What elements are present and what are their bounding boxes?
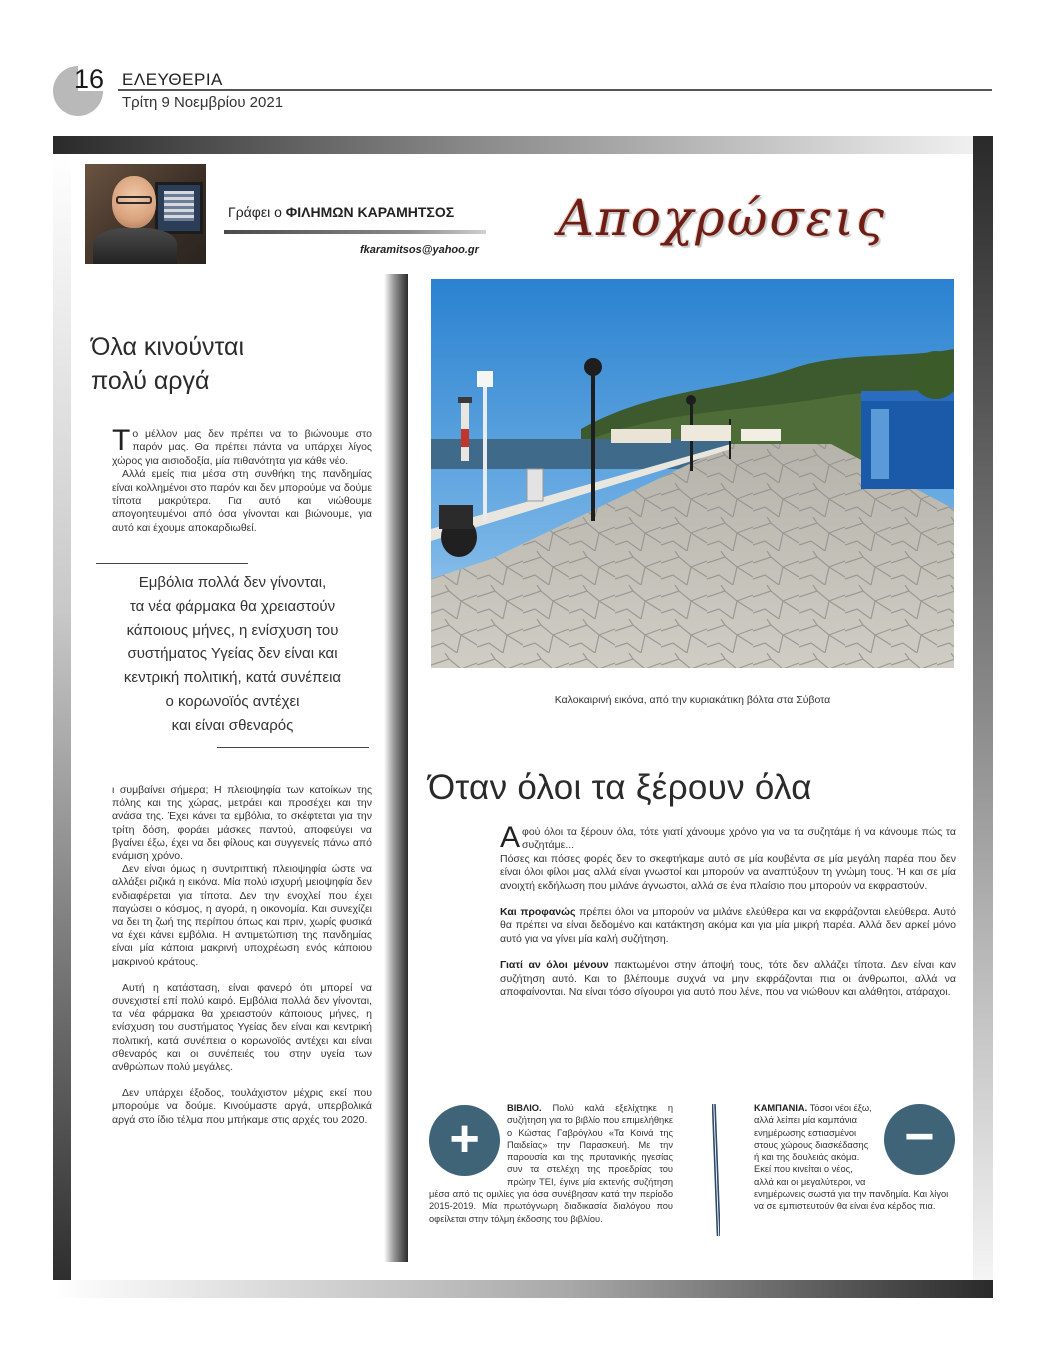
photo-body-shape: [93, 228, 177, 264]
right-paragraph-1: [500, 821, 956, 854]
photo-glasses-shape: [116, 196, 152, 204]
column-divider: [384, 274, 408, 1262]
left-headline-line-1: Όλα κινούνται: [91, 333, 245, 361]
harbor-photo: [431, 279, 954, 668]
author-name: ΦΙΛΗΜΩΝ ΚΑΡΑΜΗΤΣΟΣ: [285, 204, 455, 220]
right-article-headline: Όταν όλοι τα ξέρουν όλα: [428, 768, 812, 807]
right-text-1: φού όλοι τα ξέρουν όλα, τότε γιατί χάνουμε χρόνο για να τα συζητάμε ή να κάνουμε πώς τα συζητάμε...: [522, 826, 956, 852]
plus-box-label: ΒΙΒΛΙΟ.: [507, 1103, 542, 1113]
body-paragraph-4: Δεν υπάρχει έξοδος, τουλάχιστον μέχρις εκεί που μπορούμε να δούμε. Κινούμαστε αργά, υπερβολικά αργά στο ίδιο τέλμα που μπήκαμε στις αρχές του 2020.: [112, 1087, 372, 1126]
right-paragraph-3: [500, 959, 956, 999]
pullquote: [96, 571, 369, 738]
issue-date: Τρίτη 9 Νοεμβρίου 2021: [122, 94, 284, 111]
pullquote-rule-top: [96, 563, 248, 564]
right-paragraph-3-lead: Γιατί αν όλοι μένουν: [500, 959, 609, 972]
body-paragraph-3: Αυτή η κατάσταση, είναι φανερό ότι μπορεί να συνεχιστεί επί πολύ καιρό. Εμβόλια πολλά δεν γίνονται, τα νέα φάρμακα θα χρειαστούν κάποιους μήνες, η ενίσχυση του συστήματος Υγείας δεν είναι και κεντρική πολιτική, κατά συνέπεια ο κορωνοϊός αντέχει και είναι σθεναρός και οι συνέπειές του στην υγεία των ανθρώπων πολύ μεγάλες.: [112, 981, 372, 1074]
photo-caption: Καλοκαιρινή εικόνα, από την κυριακάτικη βόλτα στα Σύβοτα: [554, 694, 831, 706]
pullquote-rule-bottom: [217, 747, 369, 748]
photo-monitor-shape: [155, 182, 203, 234]
divider-slash-icon: [712, 1104, 720, 1236]
right-paragraph-1b: Πόσες και πόσες φορές δεν το σκεφτήκαμε αυτό σε μία κουβέντα σε μία μεγάλη παρέα που δεν είναι όλοι φίλοι μας αλλά είναι γνωστοί και μπορούν να αναπτύξουν τη γνώμη τους. Ή και σε μία ανοιχτή εκδήλωση που μιλάνε άγνωστοι, αλλά σε ένα πλαίσιο που μπορούν να εκφραστούν.: [500, 852, 956, 892]
left-article-body: [112, 784, 372, 1140]
pullquote-line: και είναι σθεναρός: [171, 716, 294, 734]
plus-box-body: Πολύ καλά εξελίχτηκε η συζήτηση για το βιβλίο που επιμελήθηκε ο Κώστας Γαβρόγλου «Τα Κοινά της Παιδείας» την Παρασκευή. Με την παρουσία και της πρυτανικής ηγεσίας συν τα στελέχη της προεδρίας του πρώην ΤΕΙ, έγινε μία εκτενής συζήτηση μέσα από τις ομιλίες για όσα συνέβησαν κατά την περίοδο 2015-2019. Μία πρωτόγνωρη διαδικασία διαλόγου που οφείλεται στην τόλμη έκδοσης του βιβλίου.: [429, 1103, 673, 1224]
right-paragraph-3-text: πακτωμένοι στην άποψή τους, τότε δεν αλλάζει τίποτα. Δεν είναι καν συζήτηση αυτό. Και το βλέπουμε συχνά να μην εκφράζονται πια οι άνθρωποι, αλλά να αποφαίνονται. Να είναι τόσο σίγουροι για αυτό που λένε, που να νιώθουν και αλάθητοι, ατάραχοι.: [500, 959, 956, 999]
right-article-body: [500, 821, 957, 1012]
pullquote-line: κεντρική πολιτική, κατά συνέπεια: [123, 669, 342, 687]
author-photo: [85, 164, 206, 264]
pullquote-line: κάποιους μήνες, η ενίσχυση του: [126, 621, 339, 639]
minus-box-body: Τόσοι νέοι έξω, αλλά λείπει μία καμπάνια ενημέρωσης εστιασμένοι στους χώρους διασκέδασης ή και της δουλειάς ακόμα. Εκεί που κινείται ο νέος, αλλά και οι μεγαλύτεροι, να ενημέρωνεις σωστά για την πανδημία. Και λίγοι να σε εμπιστευτούν θα είναι ένα κέρδος πια.: [754, 1103, 949, 1212]
right-dropcap: Α: [500, 821, 521, 854]
left-headline-line-2: πολύ αργά: [91, 367, 210, 395]
right-paragraph-2-text: πρέπει όλοι να μπορούν να μιλάνε ελεύθερα και να εκφράζονται ελεύθερα. Αυτό θα πρέπει να είναι δεδομένο και κατάκτηση ακόμα και για μία μικρή παρέα. Αλλά δεν αρκεί μόνο αυτό για να γίνει μία καλή συζήτηση.: [500, 906, 957, 945]
pullquote-line: ο κορωνοϊός αντέχει: [165, 692, 300, 710]
plus-icon: +: [429, 1105, 500, 1176]
author-email[interactable]: fkaramitsos@yahoo.gr: [360, 244, 479, 256]
pullquote-line: Εμβόλια πολλά δεν γίνονται,: [138, 574, 327, 591]
pullquote-line: τα νέα φάρμακα θα χρειαστούν: [129, 597, 336, 615]
minus-box-label: ΚΑΜΠΑΝΙΑ.: [754, 1103, 808, 1113]
body-paragraph-2: Δεν είναι όμως η συντριπτική πλειοψηφία ώστε να αλλάξει ριζικά η εικόνα. Μία πολύ ισχυρή μειοψηφία δεν ενδιαφέρεται για τίποτα. Δεν την ενοχλεί που έχει παγώσει ο κόσμος, η αγορά, η οικονομία. Και συνεχίζει να δει τη ζωή της περίπου όπως και πριν, χωρίς φυσικά να έχει κάνει εμβόλια. Η αντιμετώπιση της πανδημίας είναι μία κάποια μακρινή υποχρέωση ενός κάποιου μακρινού κράτους.: [112, 863, 372, 968]
left-article-intro: [112, 424, 372, 535]
column-title-logo: Αποχρώσεις: [557, 189, 887, 247]
intro-paragraph-1: [112, 424, 372, 468]
frame-bottom-bar: [53, 1280, 993, 1298]
body-paragraph-1: ι συμβαίνει σήμερα; Η πλειοψηφία των κατοίκων της πόλης και της χώρας, μετράει και προσέχει και την ανάσα της. Έχει κάνει τα εμβόλια, το σκέφτεται για την τρίτη δόση, φοράει μάσκες παντού, αποφεύγει να βγαίνει έξω, έχει να δει φίλους και συγγενείς πάνω από ενάμιση χρόνο.: [112, 784, 372, 863]
author-byline: [228, 204, 454, 220]
frame-left-bar: [53, 154, 71, 1298]
minus-icon: −: [884, 1104, 955, 1175]
intro-text-1: ο μέλλον μας δεν πρέπει να το βιώνουμε στο παρόν μας. Θα πρέπει πάντα να υπάρχει λίγος χώρος για αισιοδοξία, μία πιθανότητα για κάθε νέο.: [112, 428, 372, 467]
right-paragraph-2-lead: Και προφανώς: [500, 906, 576, 919]
byline-prefix: Γράφει ο: [228, 204, 282, 220]
frame-top-bar: [53, 136, 993, 154]
frame-right-bar: [973, 136, 993, 1280]
right-paragraph-2: [500, 906, 956, 946]
newspaper-name: ΕΛΕΥΘΕΡΙΑ: [122, 70, 223, 89]
pullquote-line: συστήματος Υγείας δεν είναι και: [127, 645, 338, 663]
header-rule: [118, 89, 992, 91]
intro-paragraph-2: Αλλά εμείς πια μέσα στη συνθήκη της πανδημίας είναι κολλημένοι στο παρόν και δεν μπορούμε να δούμε τίποτα μακρύτερα. Για αυτό και νιώθουμε απογοητευμένοι από όσα γίνονται και βιώνουμε, για αυτό και έχουμε αποκαρδιωθεί.: [112, 468, 372, 534]
left-article-headline: [91, 330, 244, 398]
intro-dropcap: Τ: [112, 424, 131, 457]
harbor-photo-art: [431, 279, 954, 668]
byline-rule: [224, 230, 486, 234]
page-number: 16: [74, 64, 105, 94]
